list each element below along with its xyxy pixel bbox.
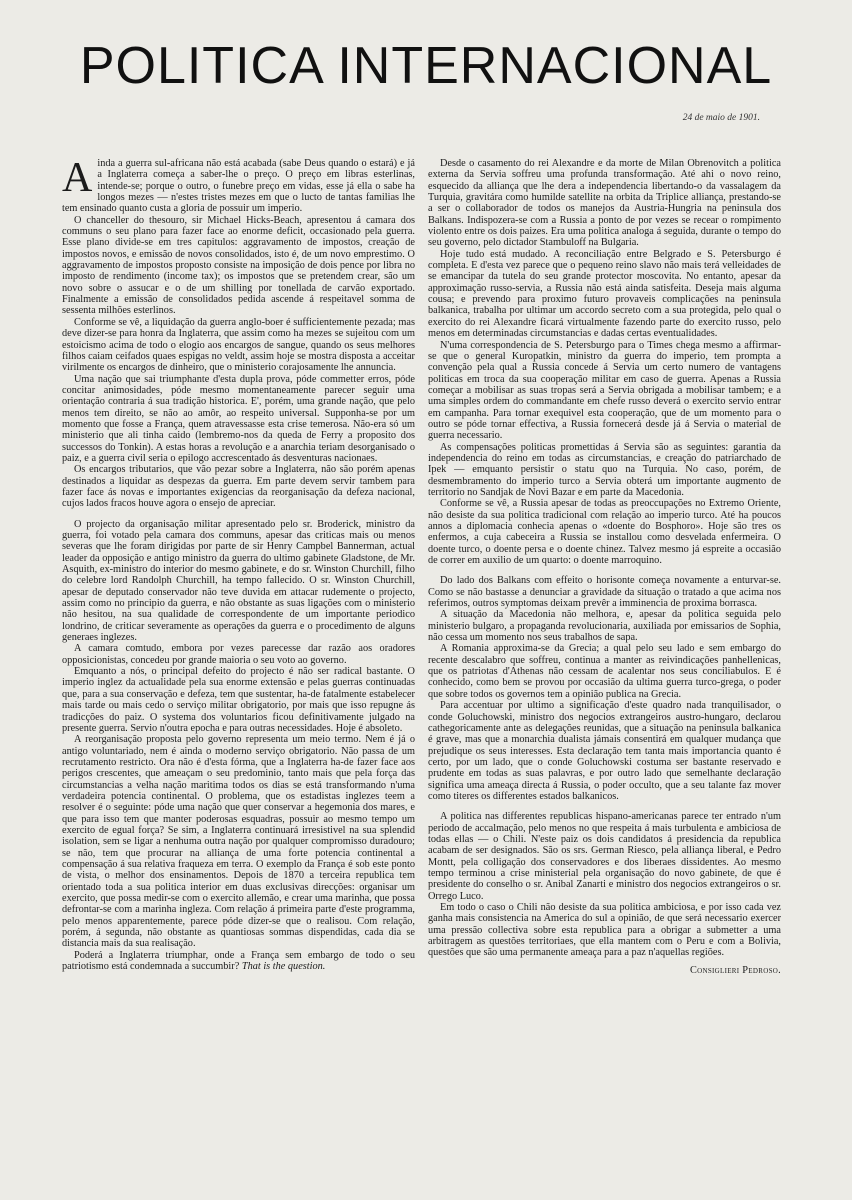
drop-cap: A [62,155,93,201]
author-signature: Consiglieri Pedroso. [689,964,781,976]
paragraph-right-2: Hoje tudo está mudado. A reconciliação entre Belgrado e S. Petersburgo é completa. E d'esta vez parece que o pequeno reino slavo não mais terá velleidades de se emancipar da tutela do seu grande protector moscovita. No entanto, apesar da approximação russo-servia, a Russia não está ainda satisfeita. Deseja mais alguma cousa; e prevendo para proximo futuro provaveis complicações na peninsula balkanica, trabalha por ultimar um accordo secreto com a sua protegida, pelo qual o exercito do rei Alexandre ficará virtualmente fazendo parte do exercito russo, pelo menos em determinadas circumstancias e dadas certas eventualidades. [428,248,781,340]
paragraph-right-5: Conforme se vê, a Russia apesar de todas as preoccupações no Extremo Oriente, não desiste da sua politica tradicional com relação ao imperio turco. Até ha poucos annos a diplomacia conhecia apenas o «doente do Bosphoro». Hoje são tres os enfermos, a cuja cabeceira a Russia se installou como desvelada enfermeira. O doente turco, o doente persa e o doente chinez. Talvez mesmo já espreite a occasião de correr em auxilio de um quarto: o doente marroquino. [428,498,781,567]
paragraph-left-10 [62,950,415,973]
paragraph-right-7: A situação da Macedonia não melhora, e, apesar da politica seguida pelo ministerio bulgaro, a propaganda revolucionaria, auxiliada por emissarios de Sophia, não cessa um momento nos seus trabalhos de sapa. [428,609,781,644]
paragraph-right-9: Para accentuar por ultimo a significação d'este quadro nada tranquilisador, o conde Goluchowski, ministro dos negocios extrangeiros austro-hungaro, declarou cathegoricamente ante as delegações reunidas, que a situação na peninsula balkanica é grave, mas que a monarchia dualista jámais consentirá em qualquer mudança que prejudique os seus interesses. Esta declaração tem tanta mais importancia quanto é certo, por um lado, que o conde Goluchowski costuma ser bastante reservado e prudente em todas as suas palavras, e por outro lado que semelhante declaração significa uma ameaça directa á Russia, o poder occulto, que a seu talante faz mover como titeres os differentes estados balkanicos. [428,700,781,802]
paragraph-left-3: Conforme se vê, a liquidação da guerra anglo-boer é sufficientemente pezada; mas deve dizer-se para honra da Inglaterra, que assim como ha mezes se sujeitou com um estoicismo acima de todo o elogio aos encargos de sangue, quando os seus melhores filhos caiam ceifados quaes espigas no veldt, assim hoje se mostra disposta a acceitar virilmente os encargos de dinheiro, que o ministerio corajosamente lhe annuncia. [62,316,415,374]
paragraph-left-9: A reorganisação proposta pelo governo representa um meio termo. Nem é já o antigo voluntariado, nem é ainda o moderno serviço obrigatorio. Não passa de um recrutamento restricto. Ora não é d'esta fórma, que a Inglaterra ha-de fazer face aos perigos crescentes, que ameaçam o seu predominio, tanto mais que pela força das circumstancias a velha nação maritima todos os dias se está transformando n'uma verdadeira potencia continental. O problema, que os estadistas inglezes teem a resolver é o seguinte: póde uma nação que quer conservar a hegemonia dos mares, e que para isso tem que manter poderosas esquadras, possuir ao mesmo tempo um exercito de egual força? Se sim, a Inglaterra continuará irresistivel na sua splendid isolation, sem se ligar a nenhuma outra nação por qualquer compromisso duradouro; se não, tem que procurar na alliança de uma forte potencia continental a compensação á sua relativa fraqueza em terra. O exemplo da França é sob este ponto de vista, o melhor dos ensinamentos. Depois de 1870 a terceira republica tem orientado toda a sua politica interior em duas exclusivas direcções: organisar um exercito, que possa medir-se com o exercito allemão, e crear uma marinha, que possa defrontar-se com a marinha ingleza. Com relação á primeira parte d'este programma, pelo menos apparentemente, parece póde dizer-se que o realisou. Com relação, porém, á segunda, não obstante as quantiosas sommas dispendidas, cada dia se distancia mais da sua realisação. [62,734,415,950]
paragraph-right-4: As compensações politicas promettidas á Servia são as seguintes: garantia da independencia do reino em todas as circumstancias, e creação do patriarchado de Ipek — emquanto persistir o statu quo na Turquia. No caso, porém, de desmembramento do imperio turco a Servia obterá um importante augmento de territorio no Sandjak de Novi Bazar e em parte da Macedonia. [428,441,781,498]
left-column [62,155,415,973]
paragraph-left-4: Uma nação que sai triumphante d'esta dupla prova, póde commetter erros, póde concitar animosidades, póde mesmo momentaneamente parecer seguir uma orientação contraria á sua tradição historica. E', porém, uma grande nação, que pelo menos tem direito, se não ao amôr, ao respeito universal. Supponha-se por um momento que fosse a França, quem atravessasse esta crise temerosa. Não-era só um ministerio que ali tinha caido (lembremo-nos da queda de Ferry a proposito dos successos do Tonkin). A estas horas a revolução e a anarchia teriam desorganisado o paiz, e a guerra civil seria o epilogo accrescentado ás desventuras nacionaes. [62,373,415,464]
paragraph-left-5: Os encargos tributarios, que vão pezar sobre a Inglaterra, não são porém apenas destinados a liquidar as despezas da guerra. Em parte devem servir tambem para fazer face ás novas e importantes exigencias da reorganisação da defeza nacional, cujos lados fracos houve agora o ensejo de apreciar. [62,464,415,510]
closing-quote: That is the question. [241,961,326,973]
article-date: 24 de maio de 1901. [682,113,760,123]
page-title: POLITICA INTERNACIONAL [79,37,773,95]
paragraph-right-3: N'uma correspondencia de S. Petersburgo para o Times chega mesmo a affirmar-se que o general Kuropatkin, ministro da guerra do imperio, tem prompta a convenção pela qual a Russia concede á Servia um certo numero de vantagens politicas em troca da sua cooperação militar em caso de guerra. Apenas a Russia começar a mobilisar as suas tropas será a Servia obrigada a mobilisar tambem; e a uma simples ordem do commandante em chefe russo deverá o exercito servio entrar em campanha. Para tornar exequivel esta cooperação, que de um momento para o outro se póde tornar effectiva, a Russia fornecerá desde já á Servia o material de guerra necessario. [428,339,781,442]
paragraph-left-1 [62,155,415,215]
paragraph-right-11: Em todo o caso o Chili não desiste da sua politica ambiciosa, e por isso cada vez ganha mais consistencia na America do sul a opinião, de que será necessario exercer uma pressão collectiva sobre esta republica para a obrigar a submetter a uma arbitragem as questões territoriaes, que ella mantem com o Peru e com a Bolivia, questões que são uma permanente ameaça para a paz n'aquellas regiões. [428,902,781,959]
paragraph-text: inda a guerra sul-africana não está acabada (sabe Deus quando o estará) e já a Inglaterra começa a saber-lhe o preço. O preço em libras esterlinas, intende-se; porque o outro, o funebre preço em vidas, esse já ella o sabe ha longos mezes — n'estes tristes mezes em que o lucto de tantas familias lhe tem ensinado quanto custa a gloria de possuir um imperio. [62,158,415,215]
paragraph-right-6: Do lado dos Balkans com effeito o horisonte começa novamente a enturvar-se. Como se não bastasse a denunciar a gravidade da situação o tratado a que acima nos referimos, outros symptomas deixam prevêr a imminencia de proxima borrasca. [428,575,781,610]
right-column [428,158,781,976]
paragraph-right-1: Desde o casamento do rei Alexandre e da morte de Milan Obrenovitch a politica externa da Servia soffreu uma profunda transformação. Até ahi o novo reino, esquecido da alliança que lhe dera a independencia libertando-o da vassalagem da Turquia, gravitára como humilde satellite na orbita da Triplice alliança, prestando-se a ser o collaborador de todos os manejos da Austria-Hungria na peninsula dos Balkans. Indispozera-se com a Russia a ponto de por vezes se recear o rompimento violento entre os dois paizes. Era uma politica analoga á seguida, durante o tempo do seu governo, pelo dictador Stambuloff na Bulgaria. [428,158,781,249]
paragraph-left-6: O projecto da organisação militar apresentado pelo sr. Broderick, ministro da guerra, foi votado pela camara dos communs, apesar das criticas mais ou menos severas que lhe foram dirigidas por parte de sir Henry Campbel Bannerman, actual leader da opposição e antigo ministro da guerra do ultimo gabinete Gladstone, de Mr. Asquith, ex-ministro do interior do mesmo gabinete, e do sr. Winston Churchill, filho do celebre lord Randolph Churchill, ha tempo fallecido. O sr. Winston Churchill, apesar de deputado conservador não teve duvida em attacar rudemente o projecto, assim como no principio da guerra, e não obstante as suas ligações com o ministerio não hesitou, na sua qualidade de correspondente de um importante periodico londrino, de criticar severamente as operações da guerra e o procedimento de alguns generaes inglezes. [62,518,415,644]
paragraph-left-8: Emquanto a nós, o principal defeito do projecto é não ser radical bastante. O imperio inglez da actualidade pela sua enorme extensão e pelas guerras continuadas que, para a sua conservação e defeza, tem que sustentar, ha-de fatalmente estabelecer mais tarde ou mais cedo o serviço militar obrigatorio, por mais que isso repugne ás tradicções do paiz. O systema dos voluntarios ficou definitivamente julgado na presente guerra. Servio n'outra epocha e para outras necessidades. Hoje é absoleto. [62,666,415,734]
paragraph-text: Poderá a Inglaterra triumphar, onde a França sem embargo de todo o seu patriotismo está condemnada a succumbir? [62,949,415,973]
paragraph-left-7: A camara comtudo, embora por vezes parecesse dar razão aos oradores opposicionistas, concedeu por grande maioria o seu voto ao governo. [62,643,415,666]
paragraph-right-8: A Romania approxima-se da Grecia; a qual pelo seu lado e sem embargo do recente descalabro que soffreu, continua a manter as reivindicações panhellenicas, que os patriotas d'Athenas não cessam de acalentar nos seus conciliabulos. E é conhecido, como bem se provou por occasião da ultima guerra turco-grega, o poder que sobre todos os governos tem a opinião publica na Grecia. [428,643,781,700]
paragraph-right-10: A politica nas differentes republicas hispano-americanas parece ter entrado n'um periodo de accalmação, pelo menos no que respeita á mais turbulenta e ambiciosa de todas ellas — o Chili. N'este paiz os dois candidatos á presidencia da republica acabam de ser designados. São os srs. German Riesco, pela alliança liberal, e Pedro Montt, pela colligação dos conservadores e dos liberaes dissidentes. Ao mesmo tempo terminou a crise ministerial pela organisação do novo gabinete, de que é presidente do conselho o sr. Anibal Zanarti e ministro dos negocios extrangeiros o sr. Orrego Luco. [428,811,781,902]
paragraph-left-2: O chanceller do thesouro, sir Michael Hicks-Beach, apresentou á camara dos communs o seu plano para fazer face ao enorme deficit, occasionado pela guerra. Esse plano divide-se em tres capitulos: aggravamento de impostos, creação de impostos novos, e emissão de novos consolidados, isto é, de um novo emprestimo. O aggravamento de impostos proposto consiste na imposição de dois pence por libra no imposto de rendimento (income tax); os impostos que se pretendem crear, são um novo sobre o assucar e o de um shilling por tonellada de carvão exportado. Finalmente a emissão de consolidados pedida ascende á respeitavel somma de sessenta milhões esterlinos. [62,214,415,317]
